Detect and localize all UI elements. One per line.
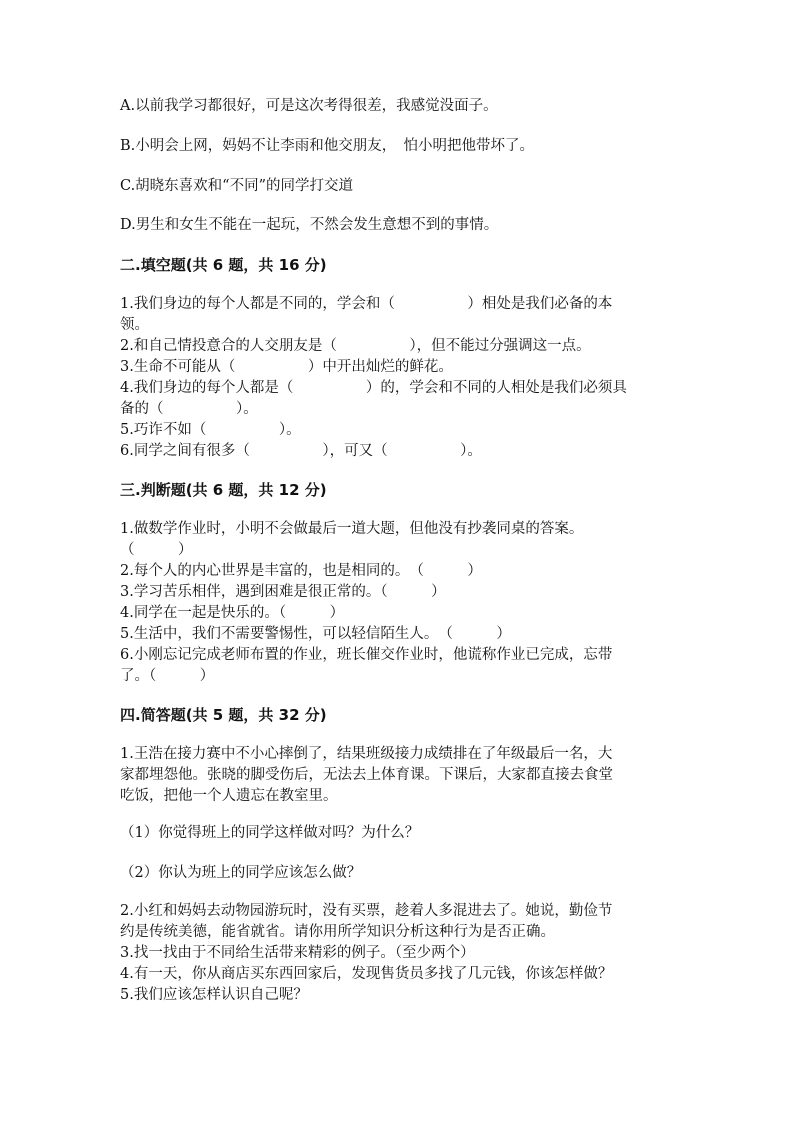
section-title-judge: 三.判断题(共 6 题，共 12 分): [120, 481, 327, 499]
judge-q4: 4.同学在一起是快乐的。（ ）: [120, 605, 345, 621]
short-q3: 3.找一找由于不同给生活带来精彩的例子。（至少两个）: [120, 945, 475, 961]
judge-q5: 5.生活中，我们不需要警惕性，可以轻信陌生人。 （ ）: [120, 626, 511, 642]
section-title-short-answer: 四.简答题(共 5 题，共 32 分): [120, 706, 327, 724]
option-d: D.男生和女生不能在一起玩，不然会发生意想不到的事情。: [120, 217, 499, 233]
judge-q3: 3.学习苦乐相伴，遇到困难是很正常的。（ ）: [120, 584, 446, 600]
fill-q4-line2: 备的（ ）。: [120, 401, 258, 417]
fill-q6: 6.同学之间有很多（ ），可又（ ）。: [120, 443, 482, 459]
short-q4: 4.有一天，你从商店买东西回家后，发现售货员多找了几元钱，你该怎样做？: [120, 966, 613, 982]
judge-q6-line1: 6.小刚忘记完成老师布置的作业，班长催交作业时，他谎称作业已完成，忘带: [120, 647, 613, 663]
option-b: B.小明会上网，妈妈不让李雨和他交朋友， 怕小明把他带坏了。: [120, 138, 535, 154]
short-q1-sub2: （2）你认为班上的同学应该怎么做？: [120, 865, 362, 881]
short-q1-line3: 吃饭，把他一个人遗忘在教室里。: [120, 788, 338, 804]
short-q1-line1: 1.王浩在接力赛中不小心摔倒了，结果班级接力成绩排在了年级最后一名，大: [120, 746, 613, 762]
fill-q3: 3.生命不可能从（ ）中开出灿烂的鲜花。: [120, 359, 453, 375]
section-title-fill-blank: 二.填空题(共 6 题，共 16 分): [120, 256, 327, 274]
fill-q5: 5.巧诈不如（ ）。: [120, 422, 301, 438]
short-q1-line2: 家都埋怨他。张晓的脚受伤后，无法去上体育课。下课后，大家都直接去食堂: [120, 767, 613, 783]
short-q2-line1: 2.小红和妈妈去动物园游玩时，没有买票，趁着人多混进去了。她说，勤俭节: [120, 903, 613, 919]
short-q2-line2: 约是传统美德，能省就省。请你用所学知识分析这种行为是否正确。: [120, 924, 555, 940]
judge-q6-line2: 了。（ ）: [120, 668, 215, 684]
option-c: C.胡晓东喜欢和“不同”的同学打交道: [120, 178, 354, 194]
short-q1-sub1: （1）你觉得班上的同学这样做对吗？为什么？: [120, 825, 420, 841]
judge-q1-line2: （ ）: [120, 542, 193, 558]
judge-q1-line1: 1.做数学作业时，小明不会做最后一道大题，但他没有抄袭同桌的答案。: [120, 521, 584, 537]
short-q5: 5.我们应该怎样认识自己呢？: [120, 987, 308, 1003]
judge-q2: 2.每个人的内心世界是丰富的，也是相同的。 （ ）: [120, 563, 482, 579]
option-a: A.以前我学习都很好，可是这次考得很差，我感觉没面子。: [120, 98, 498, 114]
fill-q2: 2.和自己情投意合的人交朋友是（ ），但不能过分强调这一点。: [120, 338, 591, 354]
fill-q1-line1: 1.我们身边的每个人都是不同的，学会和（ ）相处是我们必备的本: [120, 296, 613, 312]
fill-q4-line1: 4.我们身边的每个人都是（ ）的，学会和不同的人相处是我们必须具: [120, 380, 627, 396]
fill-q1-line2: 领。: [120, 317, 149, 333]
